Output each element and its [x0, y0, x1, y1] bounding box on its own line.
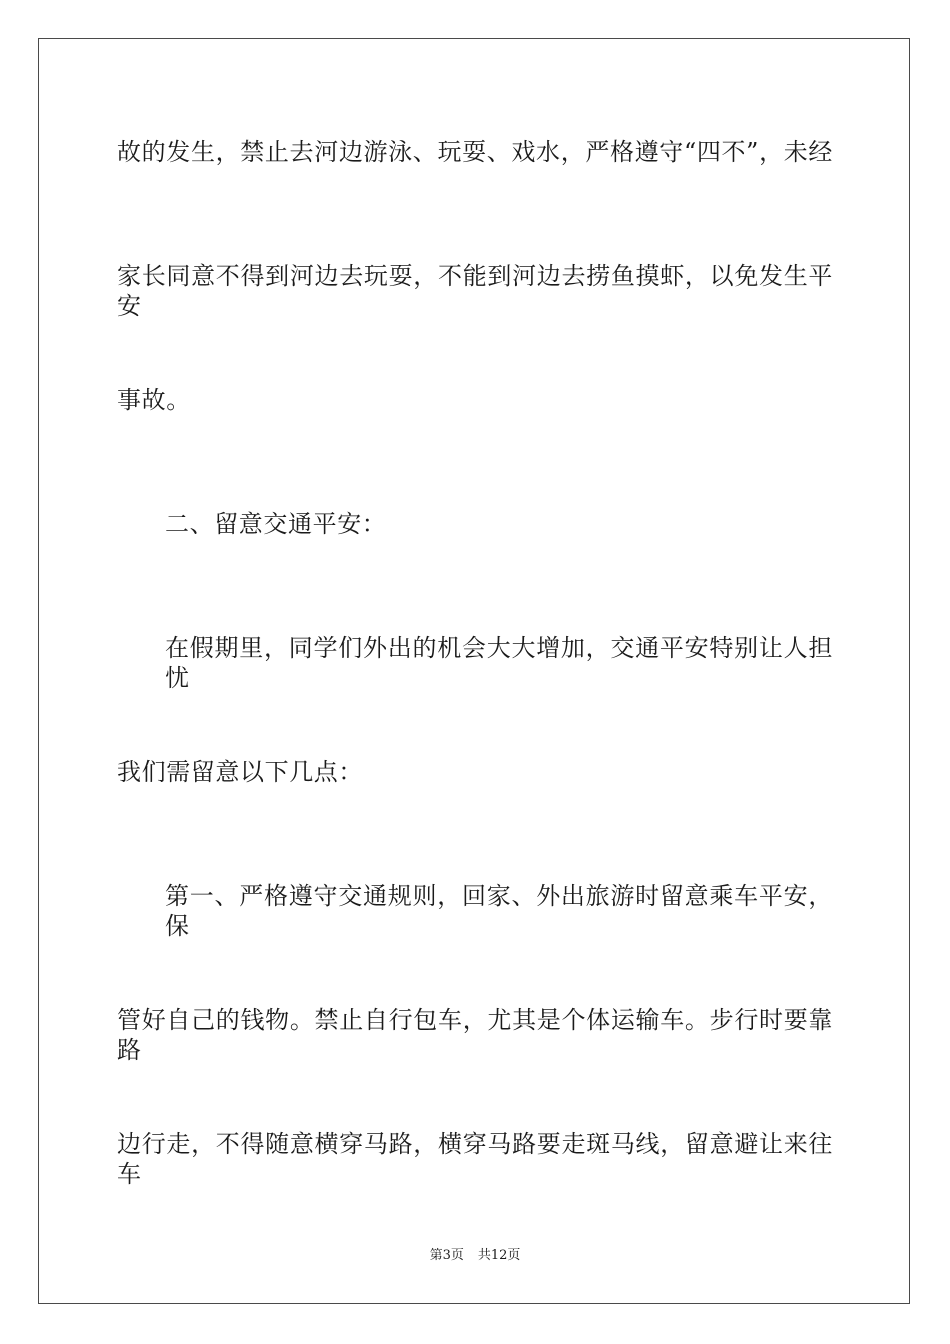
body-text-line: 边行走，不得随意横穿马路，横穿马路要走斑马线，留意避让来往车	[117, 1130, 833, 1188]
body-text-line: 故的发生，禁止去河边游泳、玩耍、戏水，严格遵守“四不”，未经	[117, 138, 833, 166]
body-text-line: 管好自己的钱物。禁止自行包车，尤其是个体运输车。步行时要靠路	[117, 1006, 833, 1064]
body-text-line: 第一、严格遵守交通规则，回家、外出旅游时留意乘车平安，保	[165, 882, 833, 940]
body-text-line: 家长同意不得到河边去玩耍，不能到河边去捞鱼摸虾，以免发生平安	[117, 262, 833, 320]
body-text-line: 事故。	[117, 386, 191, 414]
body-text-line: 在假期里，同学们外出的机会大大增加，交通平安特别让人担忧	[165, 634, 833, 692]
page-number: 第3页	[429, 1248, 464, 1263]
page-total: 共12页	[477, 1248, 521, 1263]
page-footer	[0, 1247, 950, 1265]
section-heading: 二、留意交通平安：	[165, 510, 387, 538]
body-text-line: 我们需留意以下几点：	[117, 758, 363, 786]
